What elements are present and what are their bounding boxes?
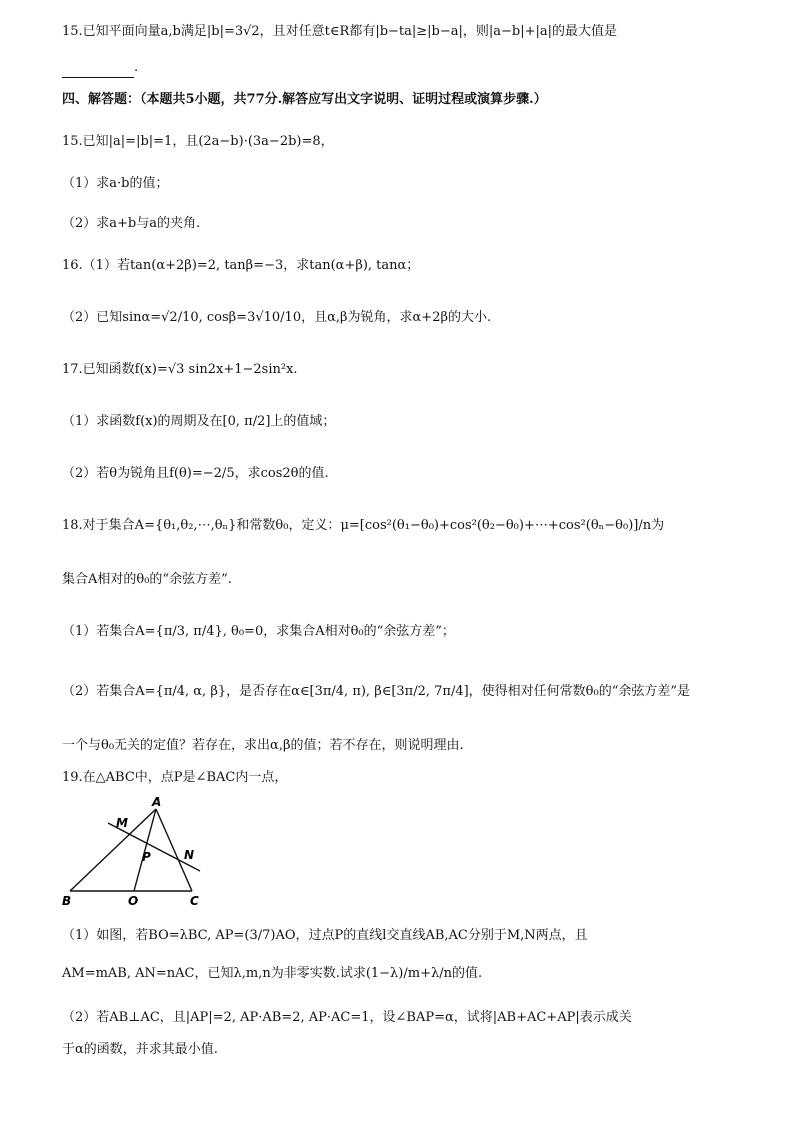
q19-part1-line1: （1）如图，若BO=λBC, AP=(3/7)AO，过点P的直线l交直线AB,AC分别于M,N两点，且 (62, 928, 588, 943)
q18-stem-line2: 集合A相对的θ₀的“余弦方差”. (62, 572, 232, 587)
q19-part1-line2: AM=mAB, AN=nAC，已知λ,m,n为非零实数.试求(1−λ)/m+λ/n的值. (62, 966, 483, 981)
q15-fill-text: 15.已知平面向量a,b满足|b|=3√2，且对任意t∈R都有|b−ta|≥|b−a|，则|a−b|+|a|的最大值是 (62, 24, 618, 39)
label-m: M (116, 816, 128, 830)
q18-part1: （1）若集合A={π/3, π/4}, θ₀=0，求集合A相对θ₀的“余弦方差”； (62, 624, 455, 639)
q17-part1: （1）求函数f(x)的周期及在[0, π/2]上的值域； (62, 414, 336, 429)
q18-stem-line1: 18.对于集合A={θ₁,θ₂,⋯,θₙ}和常数θ₀，定义：μ=[cos²(θ₁−θ₀)+cos²(θ₂−θ₀)+⋯+cos²(θₙ−θ₀)]/n为 (62, 518, 665, 533)
answer-blank (62, 63, 134, 78)
line-l (108, 823, 200, 871)
q19-stem: 19.在△ABC中，点P是∠BAC内一点， (62, 770, 288, 785)
q15-stem: 15.已知|a|=|b|=1，且(2a−b)·(3a−2b)=8， (62, 134, 334, 149)
label-o: O (128, 894, 139, 907)
label-p: P (142, 850, 151, 864)
q18-part2-cont: 一个与θ₀无关的定值？若存在，求出α,β的值；若不存在，则说明理由. (62, 738, 464, 753)
label-b: B (62, 894, 72, 907)
q18-part2: （2）若集合A={π/4, α, β}，是否存在α∈[3π/4, π), β∈[3π/2, 7π/4]，使得相对任何常数θ₀的“余弦方差”是 (62, 684, 691, 699)
q16-part2: （2）已知sinα=√2/10, cosβ=3√10/10，且α,β为锐角，求α+2β的大小. (62, 310, 492, 325)
q15-part2: （2）求a+b与a的夹角. (62, 216, 201, 231)
q17-stem: 17.已知函数f(x)=√3 sin2x+1−2sin²x. (62, 362, 298, 377)
label-a: A (152, 795, 162, 809)
label-c: C (190, 894, 199, 907)
triangle-figure (60, 795, 210, 907)
q19-part2-line2: 于α的函数，并求其最小值. (62, 1042, 218, 1057)
q19-part2-line1: （2）若AB⊥AC，且|AP|=2, AP·AB=2, AP·AC=1，设∠BAP=α，试将|AB+AC+AP|表示成关 (62, 1010, 632, 1025)
section-title: 四、解答题：（本题共5小题，共77分.解答应写出文字说明、证明过程或演算步骤.） (62, 92, 547, 107)
q15-fill-blank: . (62, 58, 754, 78)
label-n: N (184, 848, 195, 862)
q17-part2: （2）若θ为锐角且f(θ)=−2/5，求cos2θ的值. (62, 466, 329, 481)
q15-part1: （1）求a·b的值； (62, 176, 169, 191)
q16-part1: 16.（1）若tan(α+2β)=2, tanβ=−3，求tan(α+β), tanα； (62, 258, 420, 273)
